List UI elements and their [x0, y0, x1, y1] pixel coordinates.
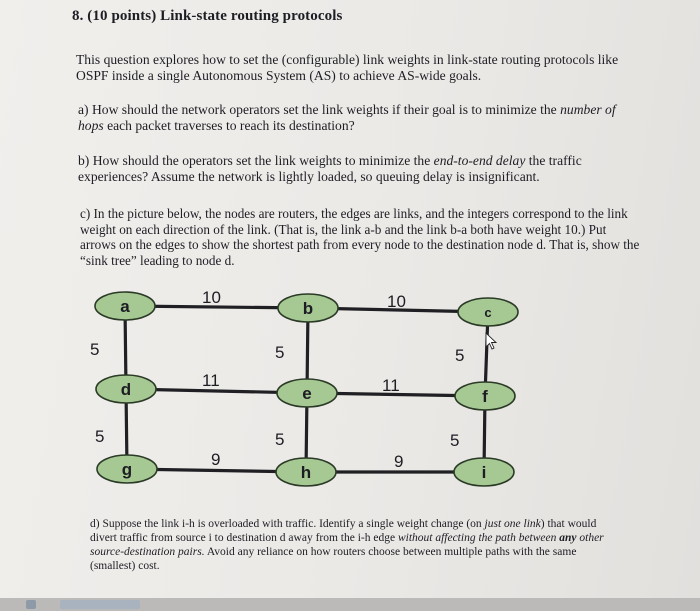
part-d-t1: d) Suppose the link i-h is overloaded with traffic. Identify a single weight change (on	[90, 518, 485, 530]
weight-b-e: 5	[275, 343, 285, 362]
weight-f-i: 5	[450, 431, 460, 450]
part-d-t3: ) that would divert traffic from source i to destination d away from the i-h edge	[90, 518, 597, 544]
node-h-label: h	[300, 463, 312, 482]
weight-d-e: 11	[202, 371, 220, 390]
weight-e-f: 11	[382, 376, 400, 395]
taskbar-icon	[60, 600, 140, 609]
weight-b-c: 10	[387, 292, 406, 311]
part-a-prefix: a) How should the network operators set the link weights if their goal is to minimize the	[78, 102, 561, 117]
node-d-label: d	[120, 380, 132, 399]
part-d-t2: just one link	[484, 518, 541, 530]
weight-c-f: 5	[455, 346, 465, 365]
part-d-t5: any	[559, 532, 577, 544]
node-a-label: a	[120, 297, 130, 316]
part-b-italic: end-to-end delay	[433, 153, 526, 168]
part-a-italic: number of hops	[78, 102, 616, 133]
part-d-t4: without affecting the path between	[397, 532, 560, 544]
taskbar-icon	[26, 600, 36, 609]
node-e-label: e	[302, 384, 312, 403]
weight-h-i: 9	[394, 452, 404, 471]
part-a-suffix: each packet traverses to reach its destination?	[103, 118, 355, 133]
node-i-label: i	[481, 463, 487, 482]
part-d-t6: other source-destination pairs.	[90, 532, 604, 558]
question-intro: This question explores how to set the (configurable) link weights in link-state routing protocols like OSPF inside a single Autonomous System (AS) to achieve AS-wide goals.	[76, 52, 619, 83]
node-b-label: b	[302, 299, 314, 318]
part-c-text: c) In the picture below, the nodes are routers, the edges are links, and the integers correspond to the link weight on each direction of the link. (That is, the link a-b and the link b-a both have weight 10.) Put arrows on the edges to show the shortest path from every node to the destination node d. That is, show the “sink tree” leading to node d.	[80, 206, 640, 268]
weight-g-h: 9	[211, 450, 221, 469]
weight-a-d: 5	[90, 340, 100, 359]
node-c-label: c	[484, 305, 492, 320]
weight-d-g: 5	[95, 427, 105, 446]
question-title: 8. (10 points) Link-state routing protocols	[72, 8, 343, 24]
part-d-text	[90, 517, 610, 573]
node-f-label: f	[482, 387, 488, 406]
part-d-t7: Avoid any reliance on how routers choose between multiple paths with the same (smallest) cost.	[90, 546, 577, 572]
weight-a-b: 10	[202, 288, 221, 307]
node-g-label: g	[121, 460, 133, 479]
weight-e-h: 5	[275, 430, 285, 449]
part-b-prefix: b) How should the operators set the link weights to minimize the	[78, 153, 434, 168]
part-b-suffix: the traffic experiences? Assume the network is lightly loaded, so queuing delay is insignificant.	[78, 153, 582, 184]
